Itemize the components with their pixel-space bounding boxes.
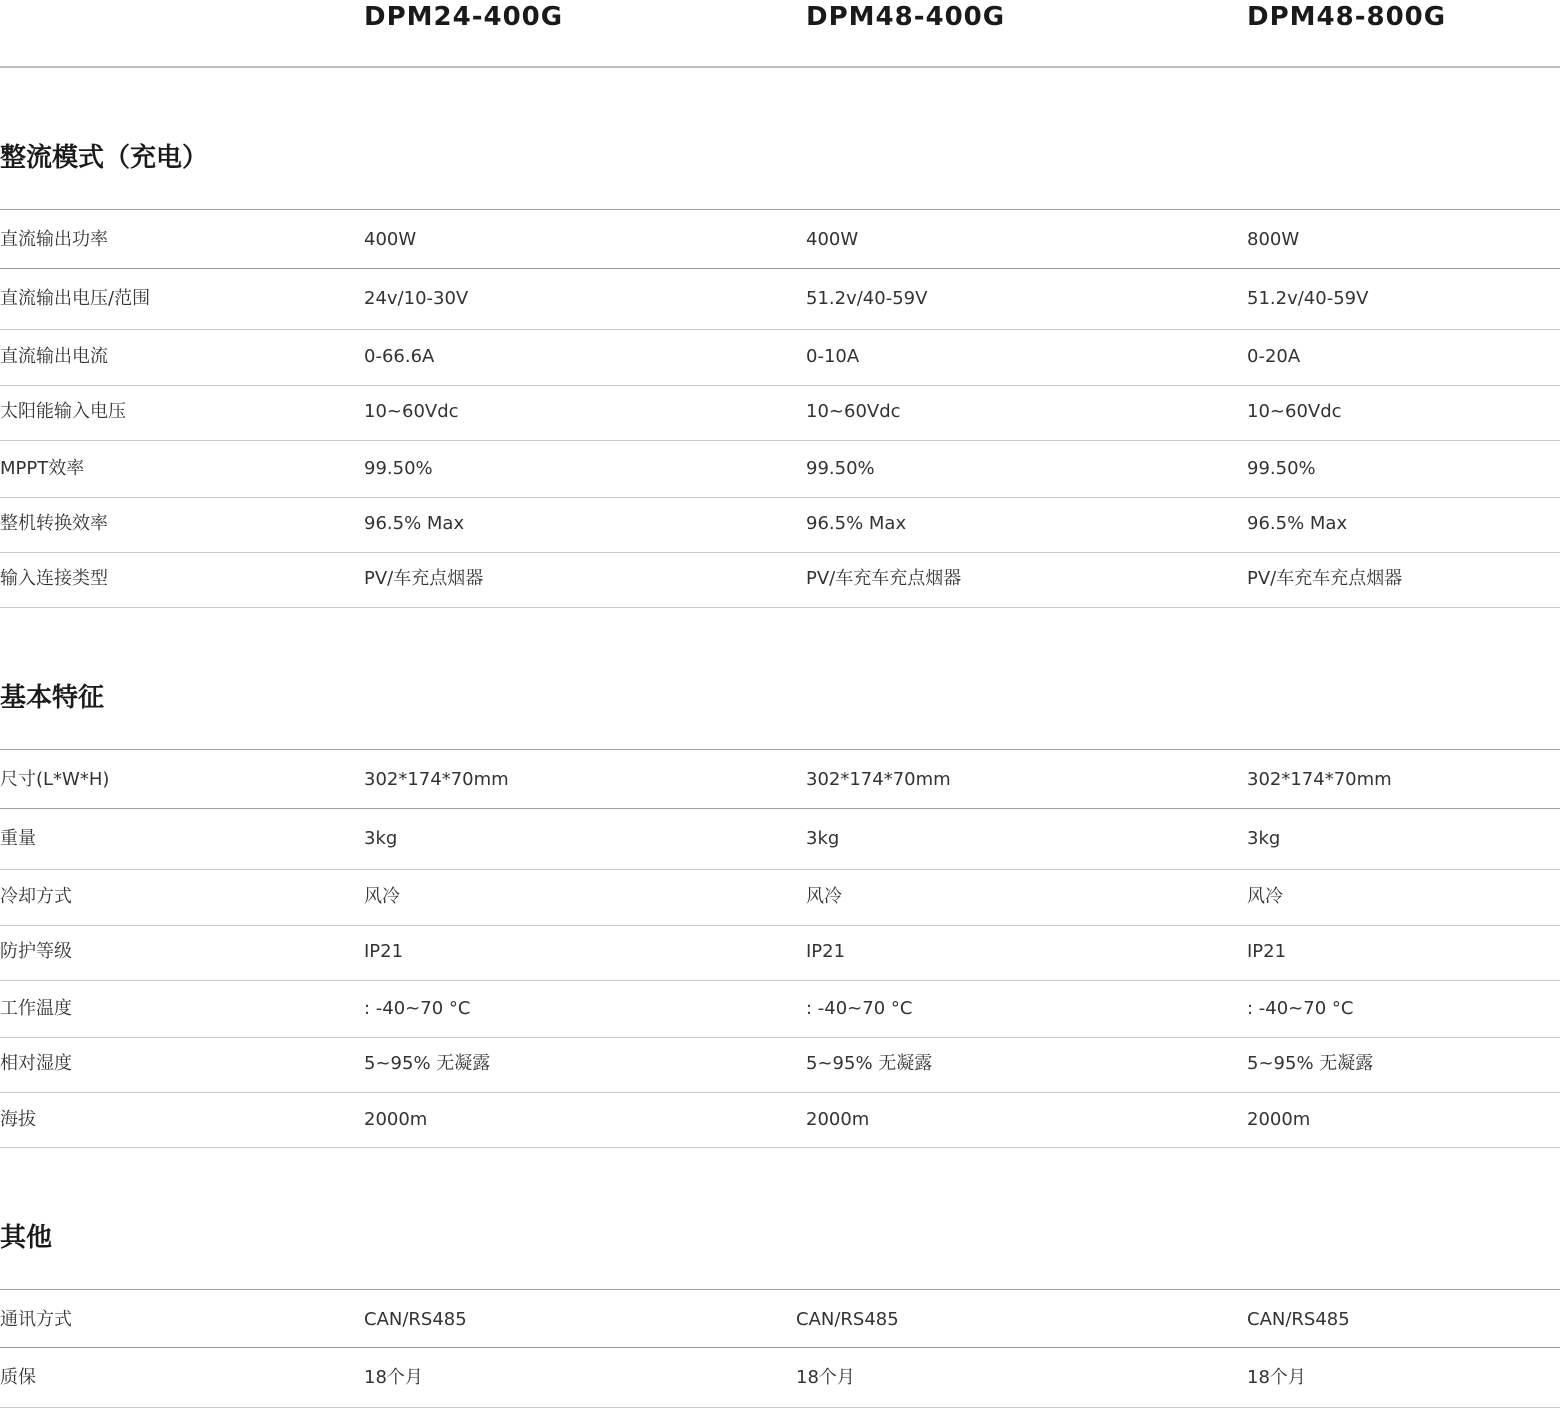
model-name: DPM48-400G xyxy=(806,2,1006,32)
row-value: 2000m xyxy=(1247,1109,1311,1130)
row-label: 整机转换效率 xyxy=(0,513,108,534)
divider xyxy=(0,552,1560,553)
row-value: CAN/RS485 xyxy=(1247,1309,1350,1330)
row-value: PV/车充点烟器 xyxy=(364,568,484,589)
row-value: 5~95% 无凝露 xyxy=(364,1053,491,1074)
row-label: 直流输出电流 xyxy=(0,346,108,367)
divider xyxy=(0,980,1560,981)
row-value: 0-66.6A xyxy=(364,346,435,367)
row-value: 51.2v/40-59V xyxy=(1247,288,1369,309)
row-label: 输入连接类型 xyxy=(0,568,108,589)
row-label: 工作温度 xyxy=(0,998,72,1019)
row-value: : -40~70 °C xyxy=(1247,998,1354,1019)
row-value: 800W xyxy=(1247,229,1300,250)
row-label: 尺寸(L*W*H) xyxy=(0,769,110,790)
divider xyxy=(0,1347,1560,1348)
row-label: 防护等级 xyxy=(0,941,72,962)
divider xyxy=(0,808,1560,809)
row-value: : -40~70 °C xyxy=(364,998,471,1019)
divider xyxy=(0,440,1560,441)
row-label: 直流输出电压/范围 xyxy=(0,288,151,309)
divider xyxy=(0,268,1560,269)
divider xyxy=(0,1289,1560,1290)
row-value: 99.50% xyxy=(1247,458,1316,479)
row-value: 302*174*70mm xyxy=(1247,769,1392,790)
row-label: 冷却方式 xyxy=(0,886,72,907)
row-value: PV/车充车充点烟器 xyxy=(806,568,962,589)
divider xyxy=(0,329,1560,330)
divider xyxy=(0,1147,1560,1148)
row-label: 通讯方式 xyxy=(0,1309,72,1330)
row-value: 99.50% xyxy=(364,458,433,479)
row-value: 风冷 xyxy=(1247,886,1283,907)
row-value: 18个月 xyxy=(1247,1367,1306,1388)
row-label: 太阳能输入电压 xyxy=(0,401,126,422)
divider xyxy=(0,1037,1560,1038)
divider xyxy=(0,749,1560,750)
row-value: 5~95% 无凝露 xyxy=(1247,1053,1374,1074)
row-value: CAN/RS485 xyxy=(796,1309,899,1330)
model-name: DPM24-400G xyxy=(364,2,564,32)
row-value: 400W xyxy=(806,229,859,250)
row-value: IP21 xyxy=(364,941,404,962)
row-value: CAN/RS485 xyxy=(364,1309,467,1330)
section-title: 整流模式（充电） xyxy=(0,143,209,173)
row-value: 5~95% 无凝露 xyxy=(806,1053,933,1074)
row-value: IP21 xyxy=(1247,941,1287,962)
divider xyxy=(0,869,1560,870)
row-value: 10~60Vdc xyxy=(1247,401,1342,422)
row-value: IP21 xyxy=(806,941,846,962)
model-name: DPM48-800G xyxy=(1247,2,1447,32)
row-value: 0-20A xyxy=(1247,346,1301,367)
divider xyxy=(0,607,1560,608)
row-value: 99.50% xyxy=(806,458,875,479)
row-label: 海拔 xyxy=(0,1109,36,1130)
divider xyxy=(0,1407,1560,1408)
row-value: 302*174*70mm xyxy=(806,769,951,790)
row-label: 质保 xyxy=(0,1367,36,1388)
row-value: 302*174*70mm xyxy=(364,769,509,790)
row-value: 3kg xyxy=(806,828,840,849)
row-value: 风冷 xyxy=(364,886,400,907)
row-value: 18个月 xyxy=(796,1367,855,1388)
divider xyxy=(0,209,1560,210)
row-value: 2000m xyxy=(806,1109,870,1130)
row-value: 96.5% Max xyxy=(1247,513,1348,534)
row-value: 10~60Vdc xyxy=(364,401,459,422)
row-value: PV/车充车充点烟器 xyxy=(1247,568,1403,589)
section-title: 基本特征 xyxy=(0,683,105,713)
row-value: 96.5% Max xyxy=(806,513,907,534)
row-value: 96.5% Max xyxy=(364,513,465,534)
row-label: 重量 xyxy=(0,828,36,849)
model-header xyxy=(0,0,1560,68)
row-value: : -40~70 °C xyxy=(806,998,913,1019)
row-value: 3kg xyxy=(1247,828,1281,849)
row-value: 0-10A xyxy=(806,346,860,367)
section-title: 其他 xyxy=(0,1223,53,1253)
row-value: 10~60Vdc xyxy=(806,401,901,422)
divider xyxy=(0,385,1560,386)
divider xyxy=(0,1092,1560,1093)
row-value: 24v/10-30V xyxy=(364,288,469,309)
divider xyxy=(0,925,1560,926)
row-label: 相对湿度 xyxy=(0,1053,72,1074)
row-value: 18个月 xyxy=(364,1367,423,1388)
row-value: 风冷 xyxy=(806,886,842,907)
row-label: MPPT效率 xyxy=(0,458,85,479)
row-label: 直流输出功率 xyxy=(0,229,108,250)
row-value: 3kg xyxy=(364,828,398,849)
row-value: 400W xyxy=(364,229,417,250)
row-value: 2000m xyxy=(364,1109,428,1130)
row-value: 51.2v/40-59V xyxy=(806,288,928,309)
divider xyxy=(0,497,1560,498)
